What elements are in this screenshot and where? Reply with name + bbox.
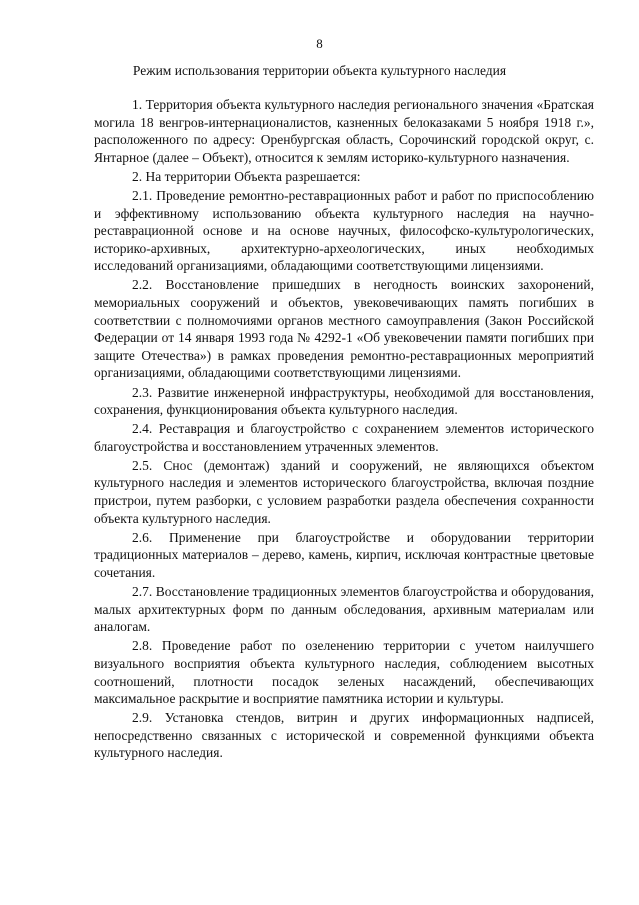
page-number: 8 (316, 36, 323, 51)
document-body (94, 96, 594, 763)
section-title: Режим использования территории объекта культурного наследия (132, 63, 507, 78)
paragraph-2-6: 2.6. Применение при благоустройстве и оборудовании территории традиционных материалов – дерево, камень, кирпич, исключая контрастные цветовые сочетания. (94, 529, 594, 580)
paragraph-2-allowed: 2. На территории Объекта разрешается: (132, 168, 361, 184)
paragraph-1-territory: 1. Территория объекта культурного наследия регионального значения «Братская могила 18 венгров-интернационалистов, казненных белоказаками 5 ноября 1918 г.», расположенного по адресу: Оренбургская область, Сорочинский городской округ, с. Янтарное (далее – Объект), относится к землям историко-культурного назначения. (94, 97, 594, 165)
paragraph-2-4: 2.4. Реставрация и благоустройство с сохранением элементов исторического благоустройства и восстановлением утраченных элементов. (94, 421, 594, 454)
paragraph-2-2: 2.2. Восстановление пришедших в негодность воинских захоронений, мемориальных сооружений и объектов, увековечивающих память погибших в соответствии с полномочиями органов местного самоуправления (Закон Российской Федерации от 14 января 1993 года № 4292-1 «Об увековечении памяти погибших при защите Отечества») в рамках проведения ремонтно-реставрационных мероприятий организациями, обладающими соответствующими лицензиями. (94, 277, 594, 381)
paragraph-2-5: 2.5. Снос (демонтаж) зданий и сооружений, не являющихся объектом культурного наследия и элементов исторического благоустройства, включая поздние пристрои, путем разборки, с условием разработки раздела обеспечения сохранности объекта культурного наследия. (94, 457, 594, 526)
paragraph-2-8: 2.8. Проведение работ по озеленению территории с учетом наилучшего визуального восприятия объекта культурного наследия, соблюдением высотных соотношений, плотности посадок зеленых насаждений, обеспечивающих максимальное раскрытие и восприятие памятника истории и культуры. (94, 638, 594, 707)
paragraph-2-1: 2.1. Проведение ремонтно-реставрационных работ и работ по приспособлению и эффективному использованию объекта культурного наследия на научно-реставрационной основе и на основе научных, философско-культурологических, историко-архивных, архитектурно-археологических, иных необходимых исследований организациями, обладающими соответствующими лицензиями. (94, 187, 594, 274)
paragraph-2-9: 2.9. Установка стендов, витрин и других информационных надписей, непосредственно связанных с исторической и современной функциями объекта культурного наследия. (94, 710, 594, 761)
paragraph-2-3: 2.3. Развитие инженерной инфраструктуры, необходимой для восстановления, сохранения, функционирования объекта культурного наследия. (94, 384, 594, 418)
paragraph-2-7: 2.7. Восстановление традиционных элементов благоустройства и оборудования, малых архитектурных форм по данным обследования, архивным материалам или аналогам. (94, 584, 594, 635)
